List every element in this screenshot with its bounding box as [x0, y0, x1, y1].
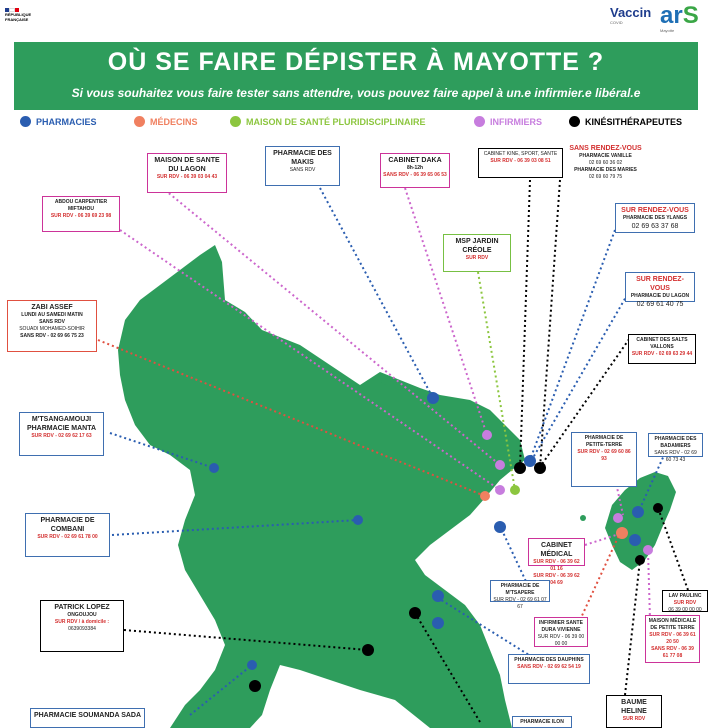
label-pharmacie-makis — [265, 146, 340, 186]
legend-label: INFIRMIERS — [490, 116, 543, 127]
box-name: ONGOUJOU — [67, 612, 97, 618]
nurse-marker — [613, 513, 623, 523]
box-name: PHARMACIE DES — [654, 436, 697, 442]
nurse-marker — [482, 430, 492, 440]
box-name: HELINE — [621, 708, 647, 715]
pharmacy-marker — [524, 455, 536, 467]
box-contact: SUR RDV - 02 69 63 29 44 — [631, 351, 693, 357]
box-name: INFIRMIER SANTE — [539, 620, 583, 626]
box-title: SUR RENDEZ-VOUS — [621, 207, 689, 214]
box-name: CABINET DES SALTS — [636, 337, 688, 343]
box-hours: 8h-12h — [406, 165, 424, 171]
label-cabinet-salts — [628, 334, 696, 364]
box-name: MAISON DE SANTE — [154, 157, 220, 164]
box-contact: SANS RDV - 06 39 61 77 08 — [651, 646, 694, 659]
box-contact: SUR RDV - 06 39 61 20 50 — [649, 632, 696, 645]
box-name: SOUADI MOHAMED-SOIHIR — [19, 326, 85, 332]
box-name: PHARMACIE DE — [584, 435, 624, 441]
box-contact: 02 69 63 37 68 — [631, 223, 679, 230]
label-pharmacie-soumanda — [30, 708, 145, 728]
label-cabinet-daka — [380, 153, 450, 188]
box-title: SUR RENDEZ-VOUS — [636, 276, 684, 292]
legend-label: KINÉSITHÉRAPEUTES — [585, 116, 683, 127]
leader-line — [520, 180, 530, 468]
label-zabi-assef — [7, 300, 97, 352]
label-maison-sante-lagon — [147, 153, 227, 193]
label-msp-jardin-creole — [443, 234, 511, 272]
physio-marker — [653, 503, 663, 513]
label-pharmacie-lagon — [625, 272, 695, 308]
pharmacy-marker — [629, 534, 641, 546]
box-contact: SUR RDV - 06 39 03 04 43 — [156, 174, 218, 180]
box-contact: SUR RDV — [673, 600, 697, 606]
box-name: CRÉOLE — [462, 247, 492, 254]
label-baume-heline — [606, 695, 662, 728]
box-name: PHARMACIE DES MARIES — [574, 167, 637, 173]
box-name: BADAMIERS — [660, 443, 691, 449]
islet — [437, 405, 443, 411]
box-contact: SUR RDV / à domicile : — [54, 619, 110, 625]
leader-line — [625, 560, 640, 695]
pharmacy-marker — [353, 515, 363, 525]
islet — [580, 515, 586, 521]
legend-label: PHARMACIES — [36, 116, 97, 127]
pharmacy-marker — [427, 392, 439, 404]
box-contact: 02 69 61 40 75 — [636, 301, 684, 308]
vaccin-logo-sub: COVID — [610, 20, 623, 25]
box-contact: 02 69 60 36 02 — [588, 160, 623, 166]
box-name: LAV PAULINC — [668, 593, 702, 599]
box-name: PHARMACIE DU LAGON — [630, 293, 690, 299]
label-pharmacies-badamiers — [648, 433, 703, 463]
box-name: ABDOU CARPENTIER — [54, 199, 108, 205]
pharmacy-marker — [632, 506, 644, 518]
box-name: CABINET KINE, SPORT, SANTE — [483, 151, 558, 157]
vaccin-logo-text: Vaccin — [610, 5, 652, 20]
box-contact: 02 69 60 79 75 — [588, 174, 623, 180]
physio-marker — [362, 644, 374, 656]
box-contact: SUR RDV — [622, 716, 646, 722]
box-contact: SANS RDV - 06 39 65 06 53 — [383, 172, 447, 178]
leader-line — [320, 188, 433, 398]
label-sans-rdv-vanille — [563, 142, 648, 194]
box-contact: SANS RDV — [39, 319, 65, 325]
box-name: PHARMACIE DES YLANGS — [622, 215, 688, 221]
box-contact: SUR RDV - 06 39 69 23 98 — [50, 213, 112, 219]
box-name: ZABI ASSEF — [31, 304, 73, 311]
box-name: BAUME — [621, 699, 647, 706]
box-name: M'TSANGAMOUJI — [31, 416, 92, 423]
ars-logo-text: ar — [660, 2, 683, 29]
box-name: PHARMACIE SOUMANDA SADA — [33, 712, 142, 719]
pharmacy-marker — [432, 617, 444, 629]
box-name: COMBANI — [50, 526, 85, 533]
doctor-marker — [480, 491, 490, 501]
label-lav-paulinc — [662, 590, 708, 612]
republique-line-2: FRANÇAISE — [5, 17, 29, 22]
box-contact: SUR RDV - 06 39 62 01 16 — [533, 559, 580, 572]
label-pharmacie-dauphins — [508, 654, 590, 684]
box-hours: LUNDI AU SAMEDI MATIN — [21, 312, 83, 318]
doctor-marker — [616, 527, 628, 539]
box-contact: SUR RDV - 06 39 03 08 51 — [490, 158, 551, 164]
box-name: MSP JARDIN — [455, 238, 499, 245]
box-name: DE PETITE TERRE — [650, 625, 695, 631]
box-name: DURA VIVIENNE — [541, 627, 581, 633]
republique-line-1: RÉPUBLIQUE — [5, 12, 32, 17]
islet — [381, 375, 391, 385]
box-name: PETITE-TERRE — [585, 442, 623, 448]
label-infirmier-sante — [534, 617, 588, 647]
box-name: VALLONS — [650, 344, 674, 350]
pharmacy-marker — [209, 463, 219, 473]
msp-marker — [510, 485, 520, 495]
page-title: OÙ SE FAIRE DÉPISTER À MAYOTTE ? — [107, 48, 605, 76]
pharmacy-marker — [247, 660, 257, 670]
label-mtsangamouji — [19, 412, 104, 456]
label-cabinet-medical — [528, 538, 585, 586]
box-contact: SANS RDV - 02 69 62 54 19 — [517, 664, 581, 670]
label-maison-medicale-petite-terre — [645, 615, 700, 663]
physio-marker — [534, 462, 546, 474]
box-name: PHARMACIE MANTA — [26, 425, 97, 432]
ars-logo-s: S — [682, 2, 699, 29]
label-pharmacie-ilon — [512, 716, 572, 728]
box-name: MIFTAHOU — [67, 206, 94, 212]
legend-label: MAISON DE SANTÉ PLURIDISCIPLINAIRE — [246, 116, 426, 127]
nurse-marker — [495, 485, 505, 495]
box-name: PHARMACIE ILON — [520, 719, 564, 725]
box-contact: 06 39 00 00 00 — [668, 607, 702, 613]
leader-line — [540, 180, 560, 468]
box-contact: SANS RDV - 02 69 60 73 43 — [654, 450, 697, 463]
box-name: MAISON MÉDICALE — [648, 618, 697, 624]
box-name: PHARMACIE DE — [40, 517, 95, 524]
box-name: MAKIS — [291, 159, 314, 166]
physio-marker — [514, 462, 526, 474]
box-name: DU LAGON — [168, 166, 206, 173]
box-contact: SUR RDV - 06 39 00 00 00 — [537, 634, 585, 647]
label-pharmacie-ylangs — [615, 203, 695, 233]
physio-marker — [635, 555, 645, 565]
box-contact: SUR RDV - 02 69 62 17 63 — [31, 433, 92, 439]
box-name: PHARMACIE DE M'TSAPERE — [500, 583, 540, 596]
box-name: PHARMACIE DES — [273, 150, 332, 157]
legend-label: MÉDECINS — [150, 116, 198, 127]
label-abdou-carpentier — [42, 196, 120, 232]
box-name: CABINET DAKA — [388, 157, 442, 164]
box-contact: SUR RDV - 02 69 61 78 00 — [37, 534, 98, 540]
box-contact: SUR RDV — [465, 255, 489, 261]
box-name: PHARMACIE VANILLE — [579, 153, 632, 159]
box-contact: SUR RDV - 06 39 62 04 69 — [533, 573, 580, 586]
nurse-marker — [643, 545, 653, 555]
box-title: SANS RENDEZ-VOUS — [569, 145, 642, 152]
label-patrick-lopez — [40, 600, 124, 652]
nurse-marker — [495, 460, 505, 470]
box-name: CABINET MÉDICAL — [540, 542, 573, 558]
label-cabinet-kine — [478, 148, 563, 178]
pharmacy-marker — [494, 521, 506, 533]
box-name: PATRICK LOPEZ — [54, 604, 110, 611]
leader-line — [648, 550, 650, 620]
physio-marker — [409, 607, 421, 619]
box-contact: SANS RDV - 02 69 66 75 23 — [20, 333, 84, 339]
page-subtitle: Si vous souhaitez vous faire tester sans attendre, vous pouvez faire appel à un.e infirmier.e libéral.e — [71, 86, 641, 100]
pharmacy-marker — [432, 590, 444, 602]
ars-logo-sub: Mayotte — [660, 28, 675, 33]
label-pharmacie-petite-terre — [571, 432, 637, 487]
label-pharmacie-combani — [25, 513, 110, 557]
box-contact: SUR RDV - 02 69 60 86 93 — [577, 449, 631, 462]
box-name: PHARMACIE DES DAUPHINS — [514, 657, 584, 663]
physio-marker — [249, 680, 261, 692]
box-contact: 0639093384 — [68, 626, 96, 632]
box-contact: SUR RDV - 02 69 61 07 67 — [493, 597, 547, 610]
box-contact: SANS RDV — [289, 167, 316, 173]
leader-line — [580, 533, 620, 620]
label-pharmacie-mtsapere — [490, 580, 550, 610]
